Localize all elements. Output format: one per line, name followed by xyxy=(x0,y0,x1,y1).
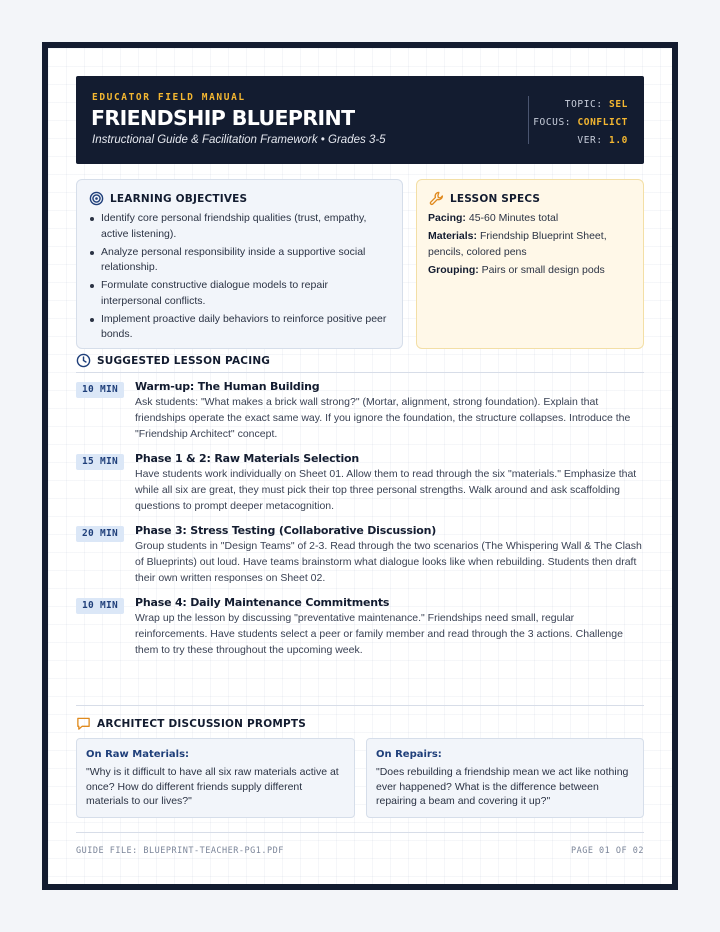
page-footer xyxy=(76,846,644,856)
speech-bubble-icon xyxy=(76,716,91,731)
prompt-question: "Why is it difficult to have all six raw materials active at once? How do different friends supply different materials to our lives?" xyxy=(86,766,339,807)
objectives-list xyxy=(89,211,390,345)
spec-materials xyxy=(428,229,631,260)
pacing-title: SUGGESTED LESSON PACING xyxy=(97,354,271,367)
phase-title: Warm-up: The Human Building xyxy=(135,380,320,393)
objectives-title: LEARNING OBJECTIVES xyxy=(110,192,248,205)
discussion-prompt-card xyxy=(76,738,355,818)
wrench-icon xyxy=(429,191,444,206)
phase-description: Group students in "Design Teams" of 2-3. Read through the two scenarios (The Whispering Wall & The Clash of Blueprints) out loud. Have teams brainstorm what dialogue looks like when rebuilding. Students then draft their own written responses on Sheet 02. xyxy=(135,540,642,584)
time-badge: 20 MIN xyxy=(76,526,124,542)
phase-description: Wrap up the lesson by discussing "preventative maintenance." Friendships need small, regular reinforcements. Have students select a peer or family member and read through the 3 actions. Challenge them to try these throughout the upcoming week. xyxy=(135,612,623,656)
specs-heading xyxy=(429,191,540,206)
phase-description: Have students work individually on Sheet 01. Allow them to read through the six "materials." Emphasize that while all six are great, they must pick their top three personal strengths. Walk around and ask scaffolding questions to prompt deeper metacognition. xyxy=(135,468,637,512)
prompt-title: On Raw Materials: xyxy=(86,749,190,760)
footer-page-number: PAGE 01 OF 02 xyxy=(570,846,644,856)
section-divider xyxy=(76,705,644,706)
header-divider xyxy=(528,96,529,144)
header-kicker: EDUCATOR FIELD MANUAL xyxy=(92,92,246,103)
meta-focus xyxy=(533,114,628,132)
prompts-heading xyxy=(76,716,306,731)
meta-label: VER: xyxy=(577,135,603,146)
meta-value: CONFLICT xyxy=(577,117,628,128)
lesson-specs-card xyxy=(416,179,644,349)
phase-title: Phase 4: Daily Maintenance Commitments xyxy=(135,596,390,609)
list-item: Identify core personal friendship qualities (trust, empathy, active listening). xyxy=(89,211,390,242)
header-banner xyxy=(76,76,644,164)
meta-value: 1.0 xyxy=(609,135,628,146)
spec-label: Grouping: xyxy=(428,263,479,276)
target-icon xyxy=(89,191,104,206)
learning-objectives-card xyxy=(76,179,403,349)
pacing-heading xyxy=(76,353,270,368)
header-meta xyxy=(533,96,628,150)
page-title: FRIENDSHIP BLUEPRINT xyxy=(91,106,355,130)
meta-topic xyxy=(533,96,628,114)
phase-title: Phase 1 & 2: Raw Materials Selection xyxy=(135,452,360,465)
list-item: Formulate constructive dialogue models to repair interpersonal conflicts. xyxy=(89,278,390,309)
meta-version xyxy=(533,132,628,150)
phase-title: Phase 3: Stress Testing (Collaborative Discussion) xyxy=(135,524,437,537)
spec-value: Pairs or small design pods xyxy=(481,263,605,276)
specs-title: LESSON SPECS xyxy=(450,192,541,205)
section-divider xyxy=(76,372,644,373)
meta-label: FOCUS: xyxy=(533,117,572,128)
time-badge: 10 MIN xyxy=(76,382,124,398)
prompt-title: On Repairs: xyxy=(376,749,442,760)
specs-list xyxy=(428,211,631,281)
spec-value: Friendship Blueprint Sheet, pencils, colored pens xyxy=(428,230,607,258)
footer-divider xyxy=(76,832,644,833)
page-subtitle: Instructional Guide & Facilitation Framework • Grades 3-5 xyxy=(92,134,386,146)
spec-grouping xyxy=(428,263,631,279)
prompt-question: "Does rebuilding a friendship mean we act like nothing ever happened? What is the difference between repairing a beam and covering it up?" xyxy=(376,766,629,807)
meta-value: SEL xyxy=(609,99,628,110)
time-badge: 10 MIN xyxy=(76,598,124,614)
manual-page xyxy=(42,42,678,890)
spec-label: Materials: xyxy=(428,230,478,242)
meta-label: TOPIC: xyxy=(564,99,603,110)
spec-label: Pacing: xyxy=(428,212,466,224)
list-item: Implement proactive daily behaviors to reinforce positive peer bonds. xyxy=(89,312,390,343)
clock-icon xyxy=(76,353,91,368)
phase-description: Ask students: "What makes a brick wall strong?" (Mortar, alignment, strong foundation). Explain that friendships operate the exact same way. If you ignore the foundation, the structure collapses. Introduce the "Friendship Architect" concept. xyxy=(135,396,631,440)
spec-value: 45-60 Minutes total xyxy=(468,212,559,224)
objectives-heading xyxy=(89,191,247,206)
prompts-title: ARCHITECT DISCUSSION PROMPTS xyxy=(97,717,306,730)
discussion-prompt-card xyxy=(366,738,644,818)
time-badge: 15 MIN xyxy=(76,454,124,470)
footer-file: GUIDE FILE: BLUEPRINT-TEACHER-PG1.PDF xyxy=(76,846,284,856)
list-item: Analyze personal responsibility inside a supportive social relationship. xyxy=(89,245,390,276)
spec-pacing xyxy=(428,211,631,227)
